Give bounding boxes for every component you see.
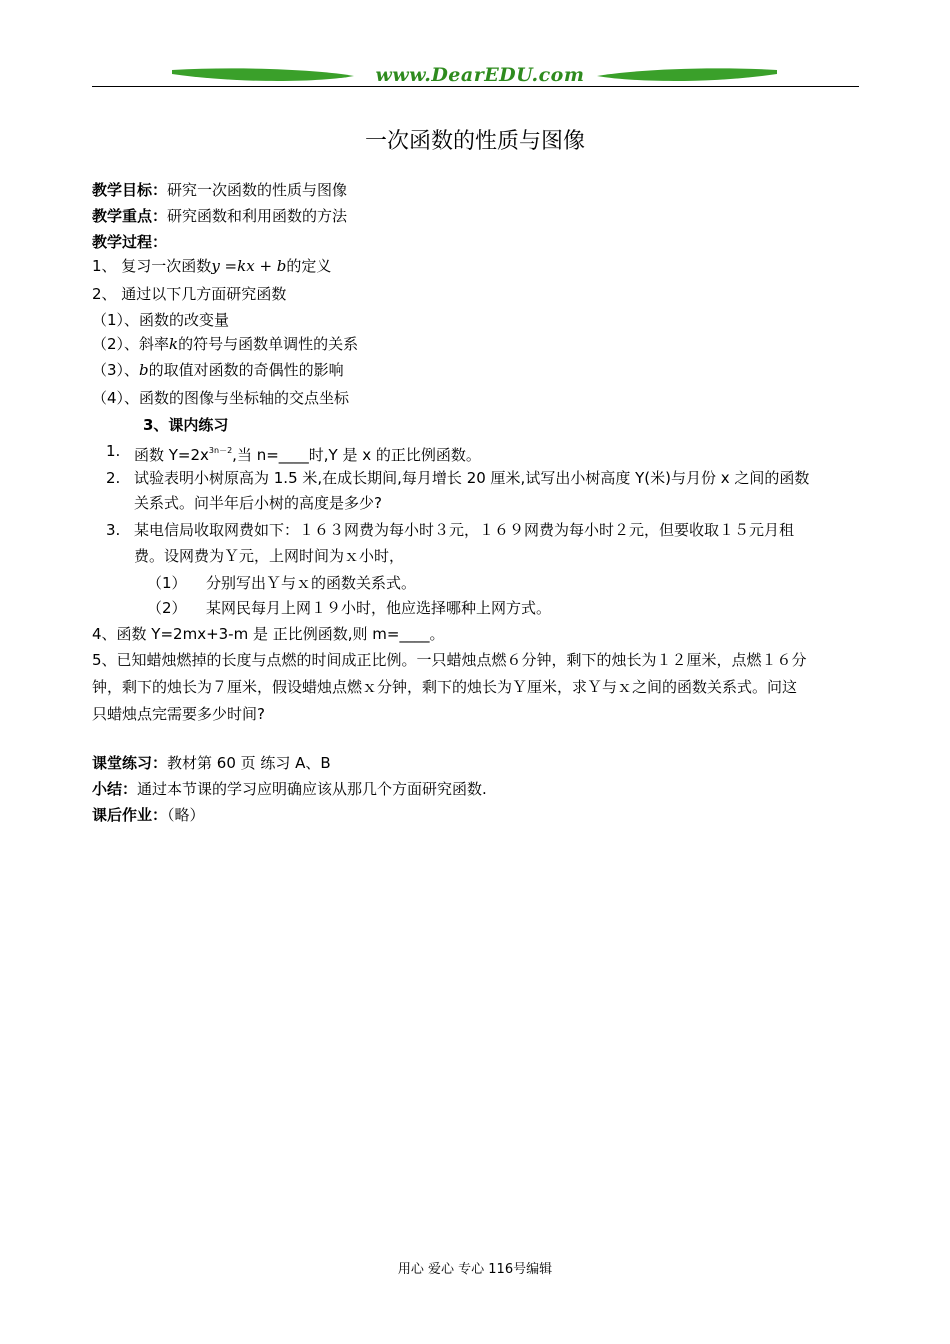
sub-item-2-suffix: 的符号与函数单调性的关系 [178, 335, 359, 353]
objectives-text: 研究一次函数的性质与图像 [167, 181, 348, 199]
homework-label: 课后作业： [92, 806, 168, 824]
summary-line [92, 778, 487, 800]
question-5-line-3: 只蜡烛点完需要多少时间? [92, 705, 265, 723]
sub-item-2 [92, 333, 358, 355]
question-4: 4、函数 Y=2mx+3-m 是 正比例函数,则 m=____。 [92, 625, 445, 643]
sub-item-1: （1）、函数的改变量 [92, 311, 230, 329]
exercise-2-line-2: 关系式。问半年后小树的高度是多少? [134, 494, 382, 512]
question-5-line-2: 钟，剩下的烛长为７厘米，假设蜡烛点燃ｘ分钟，剩下的烛长为Ｙ厘米，求Ｙ与ｘ之间的函数关系式。问这 [92, 678, 798, 696]
site-logo [92, 62, 858, 88]
exercise-3-line-1: 某电信局收取网费如下：１６３网费为每小时３元，１６９网费为每小时２元，但要收取１５元月租 [134, 521, 795, 539]
logo-text: www.DearEDU.com [375, 64, 585, 86]
item-1 [92, 255, 331, 277]
exercise-1-number: 1. [106, 442, 121, 460]
summary-label: 小结： [92, 780, 138, 798]
sub-item-2-var: k [169, 335, 179, 353]
key-points-text: 研究函数和利用函数的方法 [167, 207, 348, 225]
objectives-line [92, 179, 347, 201]
class-practice-label: 课堂练习： [92, 754, 168, 772]
key-points-label: 教学重点： [92, 207, 168, 225]
item-1-formula: y =kx + b [211, 257, 287, 275]
process-label: 教学过程： [92, 233, 168, 251]
header-divider [92, 86, 859, 87]
sub-item-4: （4）、函数的图像与坐标轴的交点坐标 [92, 389, 350, 407]
sub-item-3-prefix: （3）、 [92, 361, 140, 379]
exercise-1-before: 函数 Y=2x [134, 446, 209, 464]
practice-heading: 3、课内练习 [143, 416, 229, 434]
exercise-3-sub-2-number: （2） [147, 599, 187, 617]
sub-item-3 [92, 359, 344, 381]
item-1-suffix: 的定义 [286, 257, 332, 275]
sub-item-2-prefix: （2）、斜率 [92, 335, 170, 353]
exercise-2-number: 2. [106, 469, 121, 487]
exercise-1-after: ,当 n=____时,Y 是 x 的正比例函数。 [232, 446, 481, 464]
homework-line [92, 804, 205, 826]
exercise-3-sub-2-text: 某网民每月上网１９小时，他应选择哪种上网方式。 [206, 599, 552, 617]
exercise-3-line-2: 费。设网费为Ｙ元，上网时间为ｘ小时， [134, 547, 405, 565]
page-footer: 用心 爱心 专心 116号编辑 [397, 1262, 553, 1277]
homework-text: （略） [167, 806, 205, 824]
sub-item-3-var: b [139, 361, 149, 379]
class-practice-line [92, 752, 331, 774]
exercise-1-exponent: 3n－2 [208, 446, 233, 455]
item-1-prefix: 1、 复习一次函数 [92, 257, 212, 275]
sub-item-3-suffix: 的取值对函数的奇偶性的影响 [148, 361, 344, 379]
page-title: 一次函数的性质与图像 [364, 129, 585, 154]
summary-text: 通过本节课的学习应明确应该从那几个方面研究函数. [137, 780, 487, 798]
question-5-line-1: 5、已知蜡烛燃掉的长度与点燃的时间成正比例。一只蜡烛点燃６分钟，剩下的烛长为１２厘米，点燃１６分 [92, 651, 807, 669]
item-2: 2、 通过以下几方面研究函数 [92, 285, 287, 303]
exercise-3-sub-1-text: 分别写出Ｙ与ｘ的函数关系式。 [206, 574, 417, 592]
exercise-3-number: 3. [106, 521, 121, 539]
exercise-2-line-1: 试验表明小树原高为 1.5 米,在成长期间,每月增长 20 厘米,试写出小树高度 Y(米)与月份 x 之间的函数 [134, 469, 810, 487]
exercise-1-text [134, 440, 481, 466]
exercise-3-sub-1-number: （1） [147, 574, 187, 592]
objectives-label: 教学目标： [92, 181, 168, 199]
key-points-line [92, 205, 347, 227]
class-practice-text: 教材第 60 页 练习 A、B [167, 754, 331, 772]
